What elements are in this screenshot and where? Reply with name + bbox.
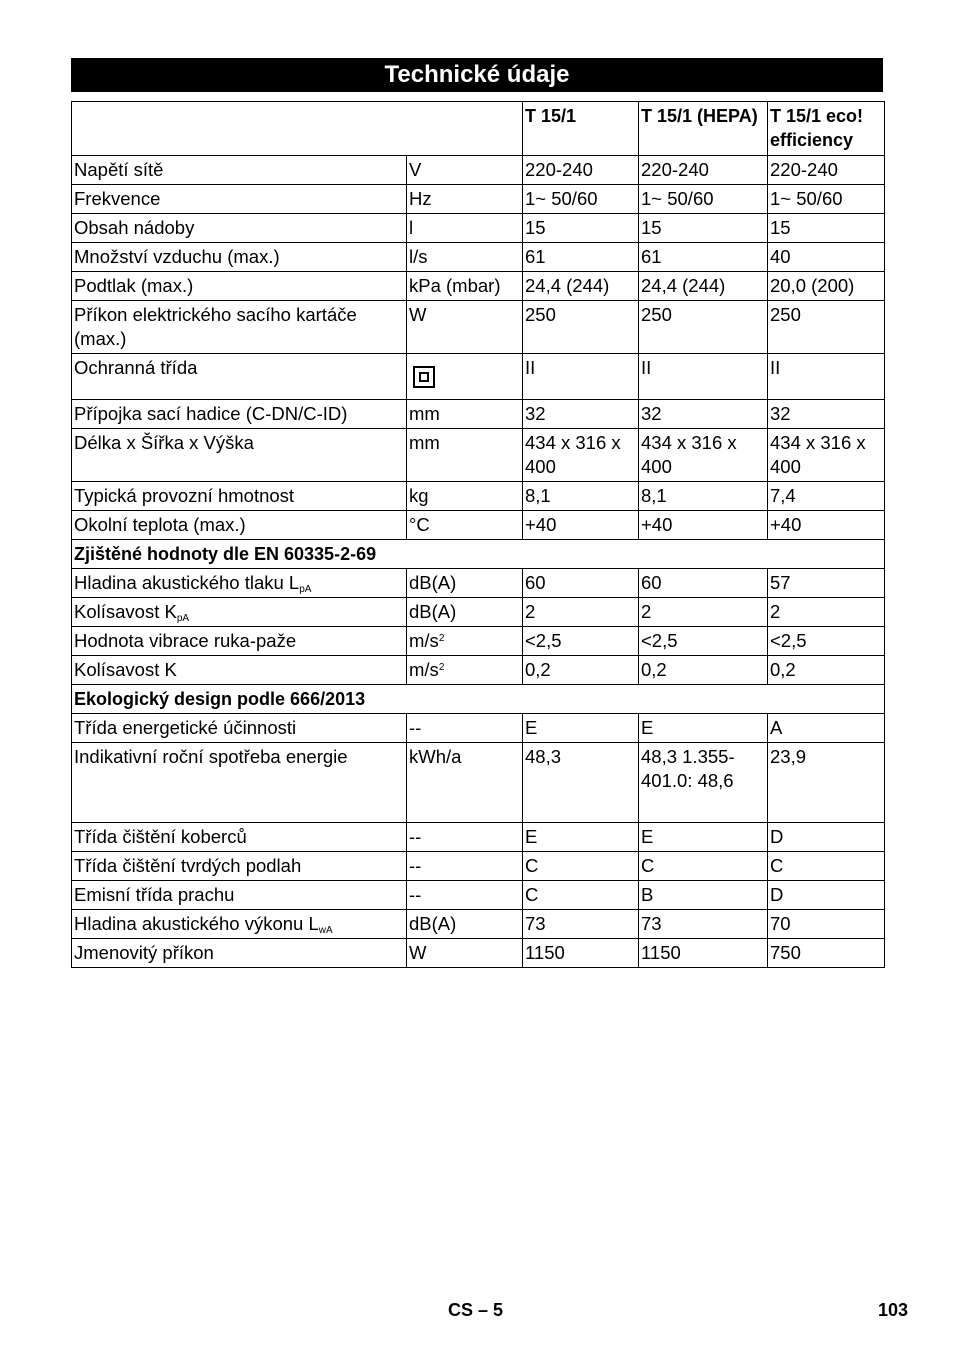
row-label: Třída energetické účinnosti [72, 714, 407, 743]
row-value: 24,4 (244) [639, 272, 768, 301]
table-row [72, 301, 885, 354]
table-row [72, 272, 885, 301]
row-label: Množství vzduchu (max.) [72, 243, 407, 272]
protection-class-ii-icon [413, 366, 435, 388]
row-unit: W [407, 301, 523, 354]
row-unit: l/s [407, 243, 523, 272]
row-label: Podtlak (max.) [72, 272, 407, 301]
row-label-subscript: pA [176, 613, 190, 624]
row-label [72, 910, 407, 939]
row-unit: -- [407, 881, 523, 910]
row-label: Ochranná třída [72, 354, 407, 400]
row-unit [407, 354, 523, 400]
row-unit: mm [407, 400, 523, 429]
row-label: Frekvence [72, 185, 407, 214]
row-value: 15 [523, 214, 639, 243]
row-value: 57 [768, 569, 885, 598]
table-row [72, 243, 885, 272]
row-value: 1~ 50/60 [523, 185, 639, 214]
row-label: Kolísavost K [72, 656, 407, 685]
row-value: 48,3 1.355-401.0: 48,6 [639, 743, 768, 823]
row-value: +40 [523, 511, 639, 540]
table-row [72, 852, 885, 881]
technical-data-table [71, 101, 885, 968]
row-label: Příkon elektrického sacího kartáče (max.) [72, 301, 407, 354]
row-unit: kWh/a [407, 743, 523, 823]
row-unit: dB(A) [407, 569, 523, 598]
row-value: C [523, 881, 639, 910]
table-row [72, 823, 885, 852]
row-label: Třída čištění tvrdých podlah [72, 852, 407, 881]
row-value: 61 [639, 243, 768, 272]
row-value: 73 [523, 910, 639, 939]
row-value: <2,5 [768, 627, 885, 656]
row-unit-text: m/s [409, 630, 439, 651]
header-model-3: T 15/1 eco! efficiency [768, 102, 885, 156]
row-value: 2 [639, 598, 768, 627]
row-value: 60 [523, 569, 639, 598]
row-label-subscript: wA [318, 925, 333, 936]
row-label: Jmenovitý příkon [72, 939, 407, 968]
table-header-row [72, 102, 885, 156]
row-unit: dB(A) [407, 598, 523, 627]
row-value: 24,4 (244) [523, 272, 639, 301]
table-row [72, 881, 885, 910]
row-unit [407, 656, 523, 685]
row-label: Obsah nádoby [72, 214, 407, 243]
row-value: 1~ 50/60 [639, 185, 768, 214]
row-unit: -- [407, 714, 523, 743]
row-value: 434 x 316 x 400 [523, 429, 639, 482]
row-label: Délka x Šířka x Výška [72, 429, 407, 482]
table-row [72, 714, 885, 743]
row-label [72, 569, 407, 598]
row-value: C [523, 852, 639, 881]
row-unit: dB(A) [407, 910, 523, 939]
section-title: Zjištěné hodnoty dle EN 60335-2-69 [72, 540, 885, 569]
row-value: +40 [768, 511, 885, 540]
table-row [72, 910, 885, 939]
row-value: 60 [639, 569, 768, 598]
section-header-row [72, 685, 885, 714]
table-row [72, 598, 885, 627]
row-unit: mm [407, 429, 523, 482]
header-model-1: T 15/1 [523, 102, 639, 156]
row-value: 32 [523, 400, 639, 429]
row-value: 32 [639, 400, 768, 429]
row-label [72, 598, 407, 627]
footer-page-number: 103 [878, 1300, 909, 1320]
row-value: A [768, 714, 885, 743]
row-value: E [639, 823, 768, 852]
row-value: 40 [768, 243, 885, 272]
footer-section-number: CS – 5 [448, 1300, 504, 1320]
row-label: Indikativní roční spotřeba energie [72, 743, 407, 823]
row-value: 220-240 [639, 156, 768, 185]
row-value: 1~ 50/60 [768, 185, 885, 214]
row-value: 15 [639, 214, 768, 243]
row-unit [407, 627, 523, 656]
header-empty-cell [72, 102, 523, 156]
row-value: D [768, 823, 885, 852]
header-model-2: T 15/1 (HEPA) [639, 102, 768, 156]
table-row [72, 482, 885, 511]
row-unit: V [407, 156, 523, 185]
row-value: 250 [639, 301, 768, 354]
row-value: 2 [768, 598, 885, 627]
row-value: II [768, 354, 885, 400]
row-unit: Hz [407, 185, 523, 214]
row-value: II [639, 354, 768, 400]
table-row [72, 354, 885, 400]
section-header-row [72, 540, 885, 569]
row-value: 250 [523, 301, 639, 354]
row-value: <2,5 [639, 627, 768, 656]
section-title: Ekologický design podle 666/2013 [72, 685, 885, 714]
row-value: 1150 [523, 939, 639, 968]
row-value: 48,3 [523, 743, 639, 823]
row-unit-superscript: 2 [438, 633, 445, 644]
row-label: Typická provozní hmotnost [72, 482, 407, 511]
table-row [72, 569, 885, 598]
table-row [72, 429, 885, 482]
row-value: 250 [768, 301, 885, 354]
row-unit: kg [407, 482, 523, 511]
row-unit: l [407, 214, 523, 243]
row-label-text: Kolísavost K [74, 601, 177, 622]
row-value: 220-240 [523, 156, 639, 185]
row-value: C [768, 852, 885, 881]
row-value: 434 x 316 x 400 [639, 429, 768, 482]
row-unit-superscript: 2 [438, 662, 445, 673]
row-value: E [523, 823, 639, 852]
table-row [72, 214, 885, 243]
row-unit: -- [407, 823, 523, 852]
page-title: Technické údaje [71, 58, 883, 92]
row-value: 0,2 [768, 656, 885, 685]
row-value: D [768, 881, 885, 910]
row-label-text: Hladina akustického tlaku L [74, 572, 300, 593]
row-unit: kPa (mbar) [407, 272, 523, 301]
row-value: E [639, 714, 768, 743]
row-value: C [639, 852, 768, 881]
row-value: 15 [768, 214, 885, 243]
row-unit: -- [407, 852, 523, 881]
row-value: 0,2 [523, 656, 639, 685]
table-row [72, 656, 885, 685]
table-row [72, 939, 885, 968]
row-label: Napětí sítě [72, 156, 407, 185]
table-row [72, 743, 885, 823]
row-value: 23,9 [768, 743, 885, 823]
row-unit: °C [407, 511, 523, 540]
row-value: 20,0 (200) [768, 272, 885, 301]
table-row [72, 400, 885, 429]
row-label: Přípojka sací hadice (C-DN/C-ID) [72, 400, 407, 429]
row-value: 2 [523, 598, 639, 627]
row-value: 73 [639, 910, 768, 939]
row-value: 220-240 [768, 156, 885, 185]
row-label: Emisní třída prachu [72, 881, 407, 910]
row-value: II [523, 354, 639, 400]
row-value: <2,5 [523, 627, 639, 656]
row-value: 8,1 [639, 482, 768, 511]
row-value: 750 [768, 939, 885, 968]
row-value: 32 [768, 400, 885, 429]
row-value: 70 [768, 910, 885, 939]
row-value: 0,2 [639, 656, 768, 685]
row-label: Třída čištění koberců [72, 823, 407, 852]
row-value: 8,1 [523, 482, 639, 511]
row-value: 434 x 316 x 400 [768, 429, 885, 482]
row-unit-text: m/s [409, 659, 439, 680]
table-row [72, 156, 885, 185]
row-value: B [639, 881, 768, 910]
row-value: +40 [639, 511, 768, 540]
table-row [72, 511, 885, 540]
row-label: Okolní teplota (max.) [72, 511, 407, 540]
row-label-subscript: pA [299, 584, 312, 595]
table-row [72, 627, 885, 656]
row-value: 61 [523, 243, 639, 272]
row-value: 1150 [639, 939, 768, 968]
table-row [72, 185, 885, 214]
row-label: Hodnota vibrace ruka-paže [72, 627, 407, 656]
row-value: E [523, 714, 639, 743]
row-label-text: Hladina akustického výkonu L [74, 913, 319, 934]
row-unit: W [407, 939, 523, 968]
row-value: 7,4 [768, 482, 885, 511]
